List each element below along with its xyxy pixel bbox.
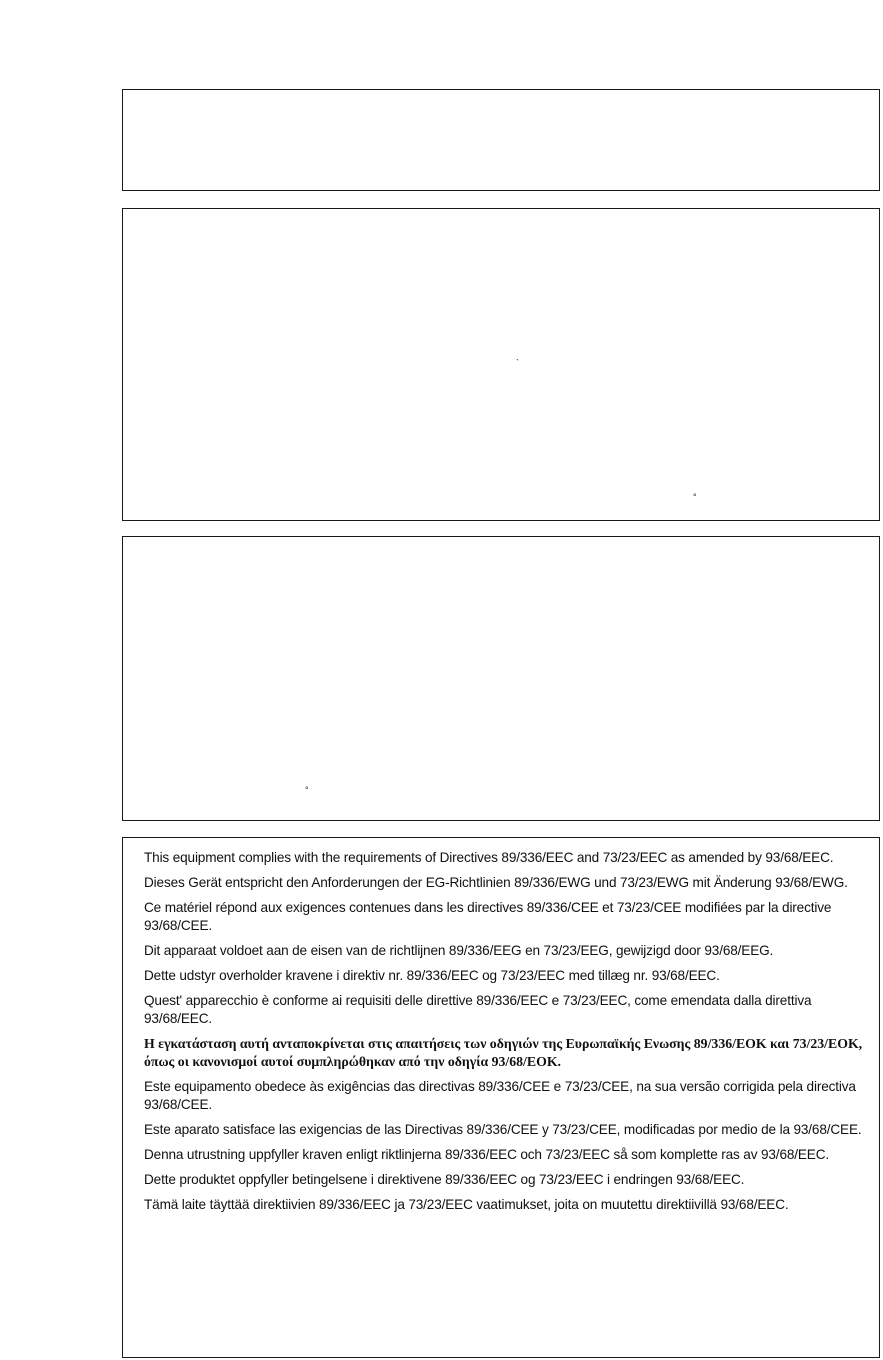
compliance-statement-el: Η εγκατάσταση αυτή ανταποκρίνεται στις απαιτήσεις των οδηγιών της Ευρωπαϊκής Ενωσης 89/336/ΕΟΚ και 73/23/ΕΟΚ, όπως οι κανονισμοί αυτοί συμπληρώθηκαν από την οδηγία 93/68/ΕΟΚ. bbox=[144, 1036, 863, 1069]
compliance-statement-fr: Ce matériel répond aux exigences contenues dans les directives 89/336/CEE et 73/23/CEE modifiées par la directive 93/68/CEE. bbox=[144, 900, 832, 933]
compliance-statement-de: Dieses Gerät entspricht den Anforderungen der EG-Richtlinien 89/336/EWG und 73/23/EWG mit Änderung 93/68/EWG. bbox=[144, 875, 848, 890]
blank-notice-box-top bbox=[122, 89, 880, 191]
compliance-statement-en: This equipment complies with the requirements of Directives 89/336/EEC and 73/23/EEC as amended by 93/68/EEC. bbox=[144, 850, 834, 865]
compliance-statement-it: Quest' apparecchio è conforme ai requisiti delle direttive 89/336/EEC e 73/23/EEC, come emendata dalla direttiva 93/68/EEC. bbox=[144, 993, 812, 1026]
compliance-statement-pt: Este equipamento obedece às exigências das directivas 89/336/CEE e 73/23/CEE, na sua versão corrigida pela directiva 93/68/CEE. bbox=[144, 1079, 856, 1112]
compliance-statement-fi: Tämä laite täyttää direktiivien 89/336/EEC ja 73/23/EEC vaatimukset, joita on muutettu direktiivillä 93/68/EEC. bbox=[144, 1197, 789, 1212]
degree-mark: ° bbox=[305, 785, 309, 795]
degree-mark: ° bbox=[693, 492, 697, 502]
blank-notice-box-lower bbox=[122, 536, 880, 821]
compliance-statement-no: Dette produktet oppfyller betingelsene i direktivene 89/336/EEC og 73/23/EEC i endringen 93/68/EEC. bbox=[144, 1172, 745, 1187]
blank-notice-box-middle bbox=[122, 208, 880, 521]
compliance-statement-da: Dette udstyr overholder kravene i direktiv nr. 89/336/EEC og 73/23/EEC med tillæg nr. 93/68/EEC. bbox=[144, 968, 720, 983]
compliance-statement-nl: Dit apparaat voldoet aan de eisen van de richtlijnen 89/336/EEG en 73/23/EEG, gewijzigd door 93/68/EEG. bbox=[144, 943, 774, 958]
compliance-statement-sv: Denna utrustning uppfyller kraven enligt riktlinjerna 89/336/EEC och 73/23/EEC så som komplette ras av 93/68/EEC. bbox=[144, 1147, 830, 1162]
stray-mark: ` bbox=[516, 358, 519, 368]
compliance-statement-es: Este aparato satisface las exigencias de las Directivas 89/336/CEE y 73/23/CEE, modificadas por medio de la 93/68/CEE. bbox=[144, 1122, 862, 1137]
ec-compliance-box bbox=[122, 837, 880, 1358]
